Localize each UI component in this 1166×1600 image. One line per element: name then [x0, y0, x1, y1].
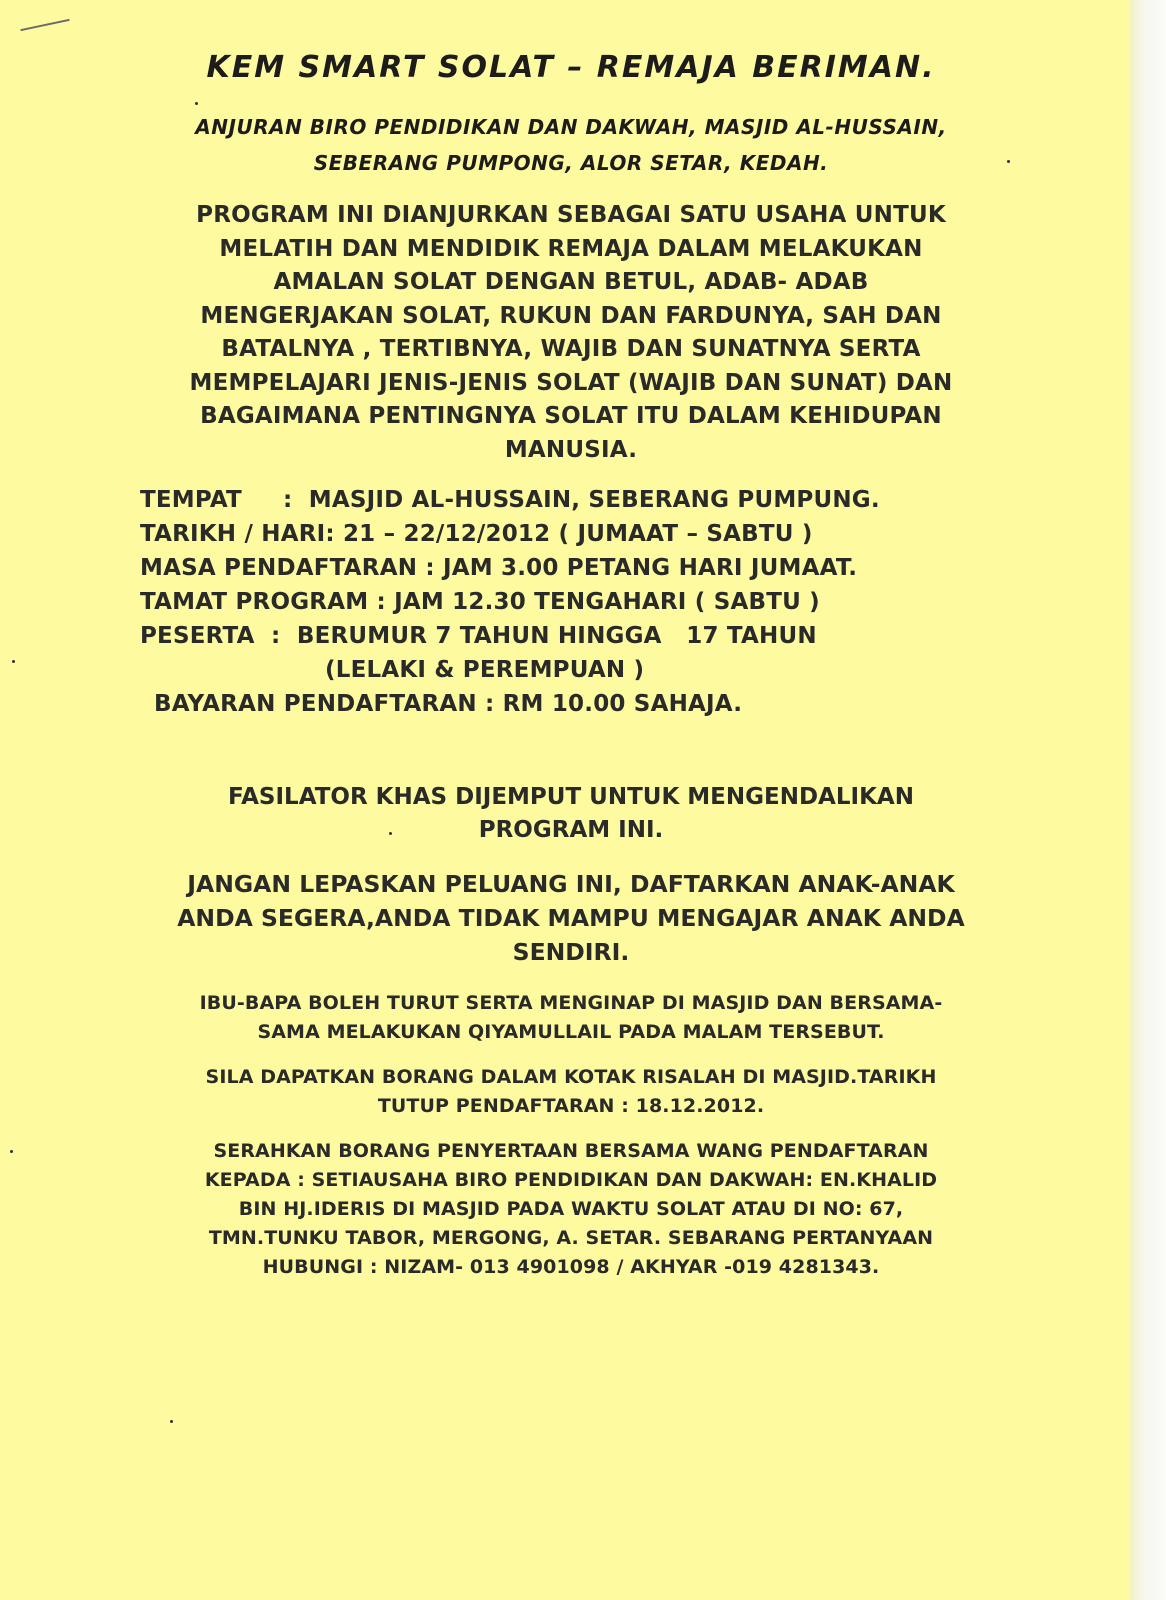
cta-line: SENDIRI. [512, 938, 630, 966]
cta-line: ANDA SEGERA,ANDA TIDAK MAMPU MENGAJAR ANAK ANDA [177, 904, 965, 932]
event-details [90, 483, 1052, 721]
facilitator-line: PROGRAM INI. [478, 817, 664, 843]
organizer-line: SEBERANG PUMPONG, ALOR SETAR, KEDAH. [313, 151, 829, 175]
organizer-line: ANJURAN BIRO PENDIDIKAN DAN DAKWAH, MASJID AL-HUSSAIN, [195, 115, 947, 139]
intro-line: PROGRAM INI DIANJURKAN SEBAGAI SATU USAHA UNTUK [196, 202, 946, 228]
submission-line: SERAHKAN BORANG PENYERTAAN BERSAMA WANG PENDAFTARAN [213, 1140, 929, 1162]
facilitator-note [90, 781, 1052, 847]
parents-line: IBU-BAPA BOLEH TURUT SERTA MENGINAP DI MASJID DAN BERSAMA- [199, 992, 943, 1014]
intro-line: MANUSIA. [504, 436, 638, 463]
detail-venue: TEMPAT : MASJID AL-HUSSAIN, SEBERANG PUMPUNG. [140, 487, 880, 513]
intro-line: BAGAIMANA PENTINGNYA SOLAT ITU DALAM KEHIDUPAN [200, 403, 942, 429]
intro-line: MEMPELAJARI JENIS-JENIS SOLAT (WAJIB DAN SUNAT) DAN [189, 369, 953, 396]
detail-participants: PESERTA : BERUMUR 7 TAHUN HINGGA 17 TAHUN [140, 623, 817, 649]
contact-line: HUBUNGI : NIZAM- 013 4901098 / AKHYAR -019 4281343. [262, 1256, 880, 1278]
intro-paragraph [90, 199, 1052, 467]
detail-end-time: TAMAT PROGRAM : JAM 12.30 TENGAHARI ( SABTU ) [140, 589, 820, 615]
intro-line: MELATIH DAN MENDIDIK REMAJA DALAM MELAKUKAN [219, 235, 923, 262]
form-note [90, 1063, 1052, 1121]
detail-fee: BAYARAN PENDAFTARAN : RM 10.00 SAHAJA. [154, 691, 743, 717]
speck [10, 1150, 13, 1153]
submission-line: KEPADA : SETIAUSAHA BIRO PENDIDIKAN DAN DAKWAH: EN.KHALID [204, 1169, 938, 1191]
form-line: SILA DAPATKAN BORANG DALAM KOTAK RISALAH DI MASJID.TARIKH [205, 1066, 937, 1088]
flyer-title: KEM SMART SOLAT – REMAJA BERIMAN. [206, 50, 936, 85]
cta-line: JANGAN LEPASKAN PELUANG INI, DAFTARKAN ANAK-ANAK [187, 870, 955, 898]
detail-date: TARIKH / HARI: 21 – 22/12/2012 ( JUMAAT – SABTU ) [140, 521, 813, 547]
detail-participants-gender: (LELAKI & PEREMPUAN ) [325, 657, 645, 683]
call-to-action [90, 867, 1052, 969]
pencil-mark [20, 19, 69, 31]
detail-registration-time: MASA PENDAFTARAN : JAM 3.00 PETANG HARI JUMAAT. [140, 555, 858, 581]
organizer-block [90, 109, 1052, 181]
scan-edge [1130, 0, 1166, 1600]
parents-line: SAMA MELAKUKAN QIYAMULLAIL PADA MALAM TERSEBUT. [257, 1021, 885, 1043]
submission-line: TMN.TUNKU TABOR, MERGONG, A. SETAR. SEBARANG PERTANYAAN [208, 1227, 934, 1249]
speck [12, 660, 15, 663]
intro-line: BATALNYA , TERTIBNYA, WAJIB DAN SUNATNYA SERTA [221, 336, 921, 362]
submission-note [90, 1137, 1052, 1282]
speck [170, 1420, 173, 1423]
parents-note [90, 989, 1052, 1047]
submission-line: BIN HJ.IDERIS DI MASJID PADA WAKTU SOLAT ATAU DI NO: 67, [238, 1198, 904, 1220]
form-line: TUTUP PENDAFTARAN : 18.12.2012. [377, 1095, 765, 1117]
facilitator-line: FASILATOR KHAS DIJEMPUT UNTUK MENGENDALIKAN [228, 784, 914, 810]
flyer [90, 50, 1052, 1282]
intro-line: AMALAN SOLAT DENGAN BETUL, ADAB- ADAB [273, 269, 869, 295]
intro-line: MENGERJAKAN SOLAT, RUKUN DAN FARDUNYA, SAH DAN [200, 302, 942, 329]
